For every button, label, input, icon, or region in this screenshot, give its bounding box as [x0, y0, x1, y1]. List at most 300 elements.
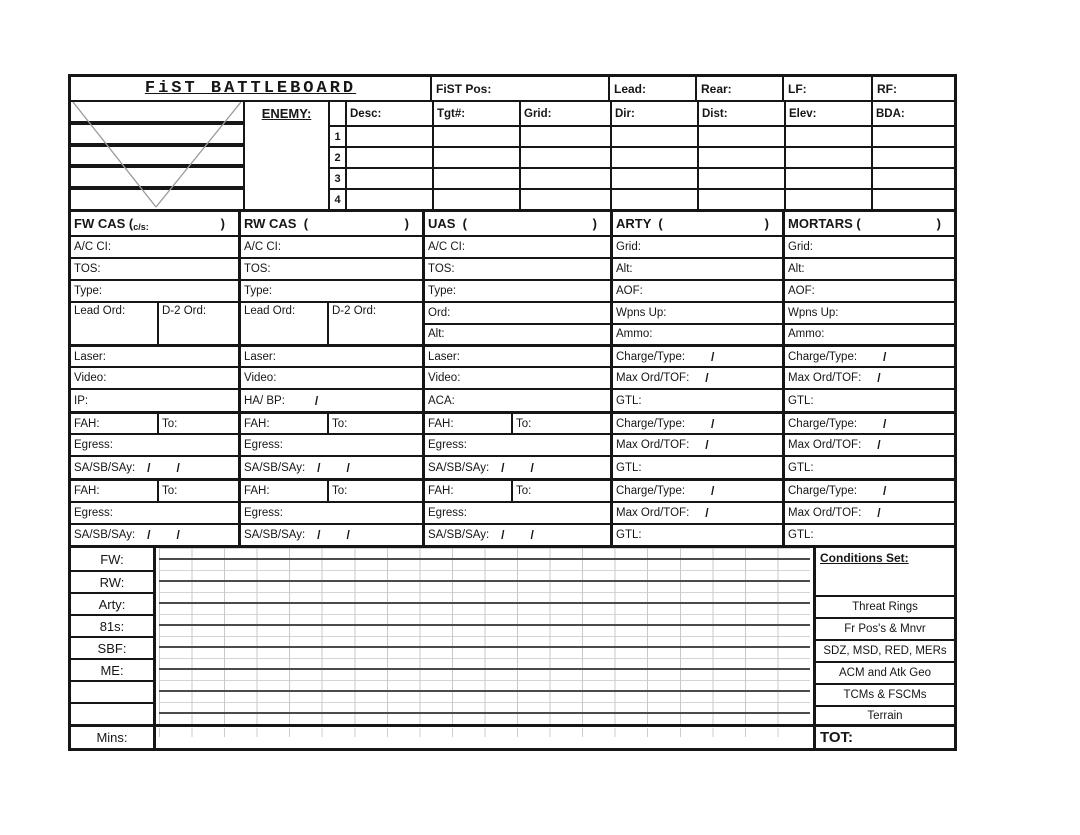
slash-mark: /: [705, 506, 709, 520]
field-label: AOF:: [788, 285, 815, 297]
field-label: GTL:: [616, 461, 642, 474]
field-label: SA/SB/SAy:: [428, 529, 490, 541]
field-label: To:: [162, 417, 178, 430]
field-label: Type:: [74, 285, 103, 297]
arty-column: [610, 212, 782, 545]
enemy-cell-empty: [432, 188, 519, 209]
to-cell: [327, 414, 422, 433]
timeline-row-label: FW:: [100, 551, 124, 567]
row-grid: [785, 235, 954, 257]
field-label: SA/SB/SAy:: [74, 461, 136, 474]
slash-mark: /: [877, 506, 881, 520]
row-sa-sb-say: [425, 455, 610, 478]
enemy-col-bda: [871, 102, 954, 125]
header-text: RW CAS (: [244, 216, 309, 231]
field-label: Max Ord/TOF:: [616, 372, 690, 384]
slash-mark: /: [501, 460, 505, 475]
slash-mark: /: [705, 438, 709, 452]
enemy-cell-empty: [347, 167, 432, 188]
row-tos: [241, 257, 422, 279]
rw-cas-column: [238, 212, 422, 545]
header-subtext: c/s:: [133, 222, 149, 232]
condition-item: [816, 595, 954, 617]
uas-column: [422, 212, 610, 545]
row-fah: [241, 411, 422, 433]
timeline-row-sbf: [71, 636, 153, 658]
row-sa-sb-say: [425, 523, 610, 545]
slash-mark: /: [176, 460, 180, 475]
field-label: ACA:: [428, 394, 455, 407]
col-header-mortars: [785, 212, 954, 235]
slash-mark: /: [877, 371, 881, 385]
field-label: FAH:: [428, 417, 454, 430]
row-number: 3: [334, 172, 341, 185]
ammo-cell: [785, 323, 954, 345]
timeline-row-81s: [71, 614, 153, 636]
timeline-row-blank: [71, 680, 153, 702]
row-number: 2: [334, 151, 341, 164]
fist-battleboard: [68, 74, 957, 751]
field-label: SA/SB/SAy:: [244, 529, 306, 541]
row-tos: [425, 257, 610, 279]
condition-item: [816, 705, 954, 724]
enemy-cell-empty: [519, 167, 610, 188]
enemy-col-tgt: [432, 102, 519, 125]
ord-cell: [425, 303, 610, 323]
rf-field: [871, 77, 954, 100]
field-label: Grid:: [616, 241, 641, 253]
field-label: D-2 Ord:: [162, 305, 207, 317]
enemy-label: ENEMY:: [261, 106, 312, 121]
row-gtl: [785, 455, 954, 478]
field-label: Charge/Type:: [616, 485, 686, 497]
field-label: To:: [516, 485, 532, 497]
field-label: Ammo:: [616, 328, 653, 341]
field-label: Lead:: [614, 81, 647, 96]
row-charge-type: [785, 411, 954, 433]
row-max-ord-tof: [613, 501, 782, 523]
row-ac-ci: [71, 235, 238, 257]
slash-mark: /: [501, 528, 505, 542]
row-aca: [425, 388, 610, 411]
row-egress: [425, 433, 610, 455]
timeline-track-line: [159, 624, 810, 626]
field-label: Ord:: [428, 306, 451, 319]
fw-cas-column: [71, 212, 238, 545]
enemy-col-dir: [610, 102, 697, 125]
header-text: MORTARS (: [788, 216, 861, 231]
condition-item: [816, 617, 954, 639]
slash-mark: /: [317, 528, 321, 542]
column-header-label: Desc:: [350, 107, 382, 120]
row-gtl: [613, 455, 782, 478]
row-egress: [71, 501, 238, 523]
field-label: TOS:: [244, 263, 271, 275]
slash-mark: /: [147, 460, 151, 475]
slash-mark: /: [176, 528, 180, 542]
row-laser: [71, 344, 238, 366]
to-cell: [327, 481, 422, 501]
timeline-row-label: SBF:: [97, 640, 127, 656]
field-label: Max Ord/TOF:: [788, 507, 862, 519]
header-close-paren: ): [220, 216, 225, 231]
field-label: Laser:: [428, 350, 460, 363]
board-title: FiST BATTLEBOARD: [144, 79, 357, 98]
slash-mark: /: [705, 371, 709, 385]
header-text: UAS (: [428, 216, 467, 231]
timeline-row-label: ME:: [100, 662, 124, 678]
row-gtl: [613, 523, 782, 545]
slash-mark: /: [530, 460, 534, 475]
enemy-cell-empty: [519, 125, 610, 146]
enemy-cell-empty: [610, 188, 697, 209]
header-text: ARTY (: [616, 216, 663, 231]
to-cell: [157, 414, 238, 433]
timeline-row-me: [71, 658, 153, 680]
timeline-track-line: [159, 558, 810, 560]
enemy-cell-empty: [871, 167, 954, 188]
enemy-cell-empty: [871, 125, 954, 146]
field-label: Grid:: [788, 241, 813, 253]
row-max-ord-tof: [613, 366, 782, 388]
header-text: FW CAS (: [74, 216, 134, 231]
sector-sketch: [71, 102, 245, 209]
row-ha-bp: [241, 388, 422, 411]
enemy-cell-empty: [610, 125, 697, 146]
condition-item: [816, 639, 954, 661]
condition-item-label: ACM and Atk Geo: [838, 667, 932, 679]
row-egress: [71, 433, 238, 455]
timeline-label-column: [71, 548, 156, 724]
slash-mark: /: [530, 528, 534, 542]
column-header-label: Grid:: [524, 107, 552, 120]
timeline-track-line: [159, 602, 810, 604]
slash-mark: /: [346, 528, 350, 542]
slash-mark: /: [877, 438, 881, 452]
row-fah: [425, 411, 610, 433]
field-label: GTL:: [788, 394, 814, 407]
field-label: Max Ord/TOF:: [616, 507, 690, 519]
field-label: Egress:: [74, 439, 113, 451]
fah-cell: [425, 414, 511, 433]
mins-label: Mins:: [96, 730, 128, 745]
row-sa-sb-say: [241, 455, 422, 478]
field-label: Rear:: [701, 81, 732, 96]
header-close-paren: ): [764, 216, 769, 231]
enemy-row-number: [330, 125, 347, 146]
conditions-header-label: Conditions Set:: [820, 551, 909, 565]
column-header-label: Dist:: [702, 107, 728, 120]
to-cell: [157, 481, 238, 501]
timeline-section: [71, 548, 954, 748]
row-aof: [613, 279, 782, 301]
column-header-label: BDA:: [876, 107, 905, 120]
slash-mark: /: [883, 416, 887, 431]
enemy-row-number: [330, 146, 347, 167]
slash-mark: /: [346, 460, 350, 475]
condition-item-label: TCMs & FSCMs: [843, 689, 927, 701]
field-label: HA/ BP:: [244, 394, 285, 407]
fah-cell: [71, 481, 157, 501]
field-label: GTL:: [616, 529, 642, 541]
field-label: SA/SB/SAy:: [428, 461, 490, 474]
enemy-row-number: [330, 167, 347, 188]
column-header-label: Tgt#:: [437, 107, 466, 120]
field-label: Egress:: [428, 439, 467, 451]
field-label: Egress:: [244, 439, 283, 451]
field-label: To:: [516, 417, 532, 430]
row-ac-ci: [241, 235, 422, 257]
field-label: Max Ord/TOF:: [788, 372, 862, 384]
enemy-cell-empty: [610, 167, 697, 188]
rear-field: [695, 77, 782, 100]
field-label: Laser:: [74, 350, 106, 363]
row-ip: [71, 388, 238, 411]
enemy-cell-empty: [347, 188, 432, 209]
col-header-rw-cas: [241, 212, 422, 235]
row-laser: [425, 344, 610, 366]
field-label: Video:: [244, 372, 277, 384]
row-ordnance: [241, 301, 422, 344]
row-sa-sb-say: [241, 523, 422, 545]
enemy-section: [71, 102, 954, 212]
slash-mark: /: [711, 484, 715, 498]
row-max-ord-tof: [613, 433, 782, 455]
field-label: Egress:: [428, 507, 467, 519]
field-label: GTL:: [788, 461, 814, 474]
condition-item-label: Terrain: [867, 709, 903, 722]
row-video: [425, 366, 610, 388]
col-header-arty: [613, 212, 782, 235]
timeline-row-arty: [71, 592, 153, 614]
condition-item: [816, 661, 954, 683]
condition-item-label: Threat Rings: [852, 601, 918, 613]
mins-tick-marks: [159, 728, 810, 737]
field-label: TOS:: [428, 263, 455, 275]
timeline-row-label: Arty:: [98, 596, 126, 612]
header-close-paren: ): [592, 216, 597, 231]
timeline-row-label: RW:: [99, 574, 125, 590]
slash-mark: /: [711, 416, 715, 431]
row-video: [241, 366, 422, 388]
row-egress: [241, 501, 422, 523]
enemy-cell-empty: [519, 188, 610, 209]
enemy-row-number: [330, 188, 347, 209]
field-label: Alt:: [616, 263, 633, 275]
row-max-ord-tof: [785, 366, 954, 388]
enemy-cell-empty: [871, 146, 954, 167]
field-label: Max Ord/TOF:: [788, 439, 862, 451]
field-label: Laser:: [244, 350, 276, 363]
fah-cell: [241, 414, 327, 433]
row-fah: [71, 411, 238, 433]
enemy-cell-empty: [871, 188, 954, 209]
timeline-row-blank: [71, 702, 153, 724]
field-label: Charge/Type:: [788, 417, 858, 430]
field-label: To:: [332, 485, 348, 497]
enemy-cell-empty: [697, 125, 784, 146]
slash-mark: /: [147, 528, 151, 542]
enemy-cell-empty: [784, 188, 871, 209]
field-label: Lead Ord:: [74, 305, 126, 317]
field-label: GTL:: [788, 529, 814, 541]
column-header-label: Dir:: [615, 107, 635, 120]
board-title-cell: [71, 77, 430, 100]
enemy-number-header-cell: [330, 102, 347, 125]
row-ac-ci: [425, 235, 610, 257]
row-charge-type: [785, 478, 954, 501]
header-close-paren: ): [404, 216, 409, 231]
header-row: [71, 77, 954, 102]
field-label: D-2 Ord:: [332, 305, 377, 317]
row-fah: [425, 478, 610, 501]
row-egress: [425, 501, 610, 523]
row-type: [241, 279, 422, 301]
row-video: [71, 366, 238, 388]
field-label: Wpns Up:: [616, 306, 667, 319]
field-label: Ammo:: [788, 328, 825, 341]
enemy-col-elev: [784, 102, 871, 125]
field-label: Type:: [244, 285, 273, 297]
row-type: [425, 279, 610, 301]
wpns-up-cell: [785, 303, 954, 323]
field-label: FAH:: [74, 417, 100, 430]
row-fah: [241, 478, 422, 501]
slash-mark: /: [314, 393, 319, 408]
field-label: Alt:: [788, 263, 805, 275]
field-label: FAH:: [74, 485, 100, 497]
fah-cell: [71, 414, 157, 433]
field-label: Egress:: [74, 507, 113, 519]
wpns-up-cell: [613, 303, 782, 323]
field-label: RF:: [877, 81, 897, 96]
header-close-paren: ): [936, 216, 941, 231]
alt-cell: [425, 323, 610, 345]
enemy-cell-empty: [697, 167, 784, 188]
field-label: Video:: [428, 372, 461, 384]
slash-mark: /: [317, 460, 321, 475]
sketch-v-diagonals: [71, 102, 243, 209]
timeline-row-fw: [71, 548, 153, 570]
field-label: FAH:: [244, 485, 270, 497]
row-gtl: [613, 388, 782, 411]
conditions-panel: [813, 548, 954, 748]
slash-mark: /: [883, 484, 887, 498]
timeline-grid: [159, 548, 810, 724]
row-sa-sb-say: [71, 455, 238, 478]
enemy-cell-empty: [432, 146, 519, 167]
enemy-col-desc: [347, 102, 432, 125]
timeline-track-line: [159, 668, 810, 670]
field-label: A/C CI:: [74, 241, 112, 253]
slash-mark: /: [883, 349, 887, 364]
row-fah: [71, 478, 238, 501]
row-gtl: [785, 523, 954, 545]
d2-ord-cell: [327, 303, 422, 344]
conditions-header: [816, 548, 954, 595]
to-cell: [511, 481, 610, 501]
field-label: A/C CI:: [244, 241, 282, 253]
timeline-track-line: [159, 580, 810, 582]
row-grid: [613, 235, 782, 257]
field-label: Charge/Type:: [616, 350, 686, 363]
row-laser: [241, 344, 422, 366]
enemy-col-dist: [697, 102, 784, 125]
enemy-cell-empty: [610, 146, 697, 167]
column-header-label: Elev:: [789, 107, 817, 120]
condition-item: [816, 683, 954, 705]
row-sa-sb-say: [71, 523, 238, 545]
row-ordnance: [71, 301, 238, 344]
row-wpns-ammo: [613, 301, 782, 344]
field-label: Lead Ord:: [244, 305, 296, 317]
enemy-cell-empty: [784, 167, 871, 188]
row-charge-type: [613, 344, 782, 366]
field-label: Wpns Up:: [788, 306, 839, 319]
mortars-column: [782, 212, 954, 545]
lead-ord-cell: [71, 303, 157, 344]
row-number: 4: [334, 193, 341, 206]
field-label: Egress:: [244, 507, 283, 519]
row-alt: [785, 257, 954, 279]
field-label: Charge/Type:: [788, 485, 858, 497]
field-label: Charge/Type:: [616, 417, 686, 430]
field-label: FiST Pos:: [436, 81, 492, 96]
timeline-row-rw: [71, 570, 153, 592]
row-charge-type: [785, 344, 954, 366]
row-charge-type: [613, 478, 782, 501]
enemy-cell: [245, 102, 330, 209]
lead-field: [608, 77, 695, 100]
enemy-cell-empty: [697, 146, 784, 167]
fah-cell: [425, 481, 511, 501]
row-number: 1: [334, 130, 341, 143]
to-cell: [511, 414, 610, 433]
condition-item-label: SDZ, MSD, RED, MERs: [823, 645, 947, 657]
enemy-cell-empty: [519, 146, 610, 167]
field-label: FAH:: [244, 417, 270, 430]
field-label: LF:: [788, 81, 807, 96]
row-ord-alt: [425, 301, 610, 344]
enemy-cell-empty: [784, 146, 871, 167]
asset-columns: [71, 212, 954, 548]
enemy-col-grid: [519, 102, 610, 125]
field-label: SA/SB/SAy:: [74, 529, 136, 541]
col-header-fw-cas: [71, 212, 238, 235]
timeline-row-label: 81s:: [99, 618, 125, 634]
fist-pos-field: [430, 77, 608, 100]
field-label: Type:: [428, 285, 457, 297]
tot-label: TOT:: [820, 729, 854, 746]
field-label: SA/SB/SAy:: [244, 461, 306, 474]
row-wpns-ammo: [785, 301, 954, 344]
lf-field: [782, 77, 871, 100]
row-tos: [71, 257, 238, 279]
field-label: Alt:: [428, 328, 445, 341]
row-gtl: [785, 388, 954, 411]
enemy-cell-empty: [784, 125, 871, 146]
enemy-cell-empty: [697, 188, 784, 209]
enemy-cell-empty: [347, 125, 432, 146]
slash-mark: /: [711, 349, 715, 364]
row-max-ord-tof: [785, 433, 954, 455]
row-charge-type: [613, 411, 782, 433]
tot-cell: [816, 727, 954, 748]
field-label: AOF:: [616, 285, 643, 297]
row-max-ord-tof: [785, 501, 954, 523]
timeline-track-line: [159, 712, 810, 714]
field-label: Video:: [74, 372, 107, 384]
